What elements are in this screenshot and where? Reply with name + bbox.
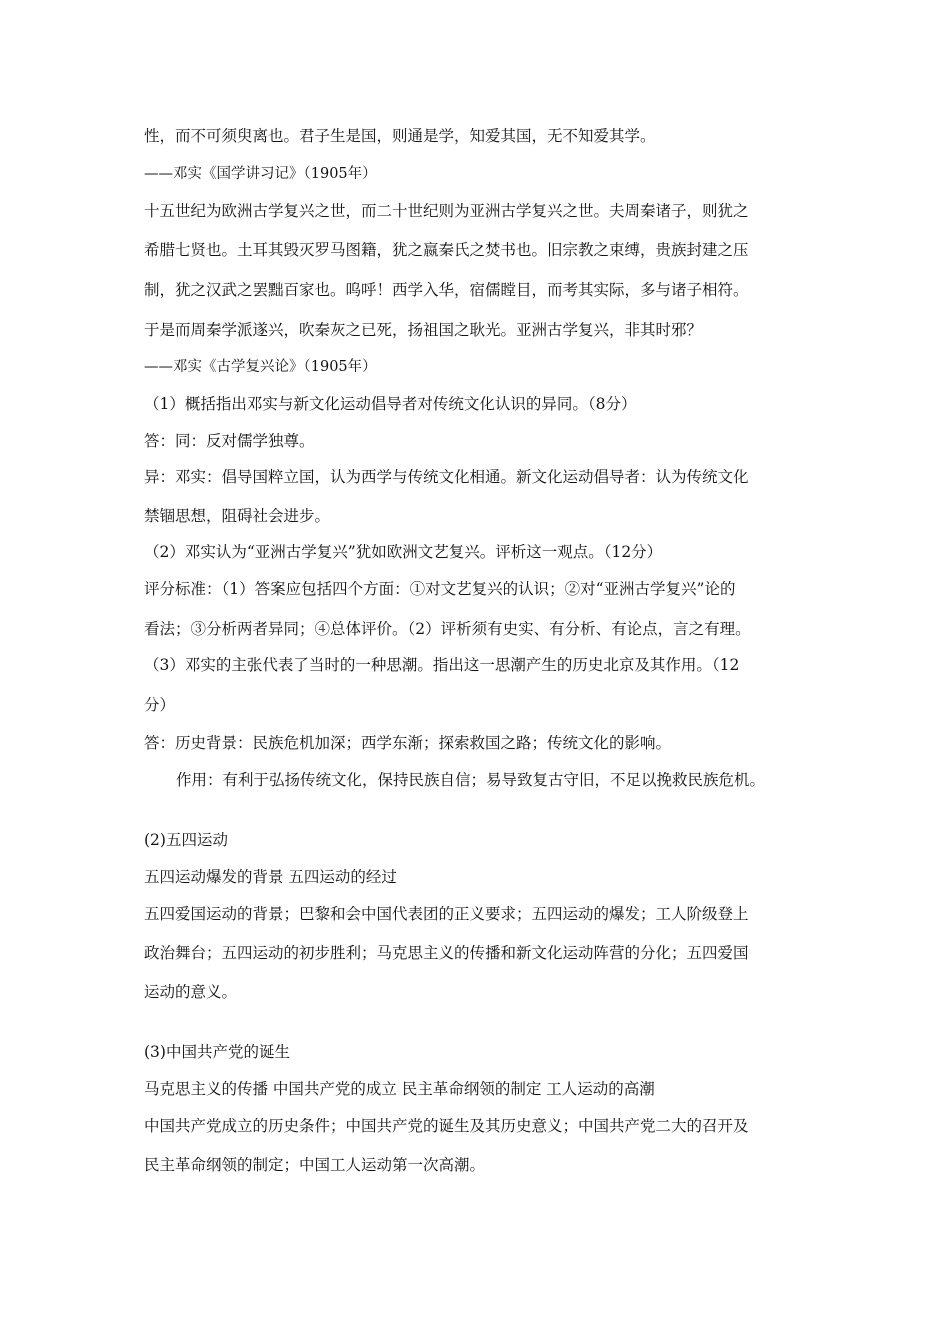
question-3: （3）邓实的主张代表了当时的一种思潮。指出这一思潮产生的历史北京及其作用。（12 xyxy=(144,656,740,674)
text-line: 制，犹之汉武之罢黜百家也。呜呼！西学入华，宿儒瞠目，而考其实际，多与诸子相符。 xyxy=(144,281,749,299)
text-line: 性，而不可须臾离也。君子生是国，则通是学，知爱其国，无不知爱其学。 xyxy=(144,127,656,145)
answer-line: 答：历史背景：民族危机加深；西学东渐；探索救国之路；传统文化的影响。 xyxy=(144,734,672,752)
answer-line: 答：同：反对儒学独尊。 xyxy=(144,432,315,450)
answer-line: 作用：有利于弘扬传统文化，保持民族自信；易导致复古守旧，不足以挽救民族危机。 xyxy=(176,771,766,789)
answer-line: 异：邓实：倡导国粹立国，认为西学与传统文化相通。新文化运动倡导者：认为传统文化 xyxy=(144,468,749,486)
answer-line: 禁锢思想，阻碍社会进步。 xyxy=(144,507,331,525)
text-line: 于是而周秦学派遂兴，吹秦灰之已死，扬祖国之耿光。亚洲古学复兴，非其时邪？ xyxy=(144,321,703,339)
subtopics-line: 五四运动爆发的背景 五四运动的经过 xyxy=(144,868,397,886)
question-2: （2）邓实认为“亚洲古学复兴”犹如欧洲文艺复兴。评析这一观点。（12分） xyxy=(144,543,663,561)
citation-line: ——邓实《国学讲习记》（1905年） xyxy=(144,166,377,182)
text-line: 五四爱国运动的背景；巴黎和会中国代表团的正义要求；五四运动的爆发；工人阶级登上 xyxy=(144,905,749,923)
section-heading: (2)五四运动 xyxy=(144,831,228,849)
section-heading: (3)中国共产党的诞生 xyxy=(144,1043,290,1061)
question-3-cont: 分） xyxy=(144,696,176,714)
text-line: 民主革命纲领的制定；中国工人运动第一次高潮。 xyxy=(144,1156,486,1174)
subtopics-line: 马克思主义的传播 中国共产党的成立 民主革命纲领的制定 工人运动的高潮 xyxy=(144,1080,655,1098)
text-line: 运动的意义。 xyxy=(144,983,238,1001)
question-1: （1）概括指出邓实与新文化运动倡导者对传统文化认识的异同。（8分） xyxy=(144,395,637,413)
text-line: 希腊七贤也。土耳其毁灭罗马图籍，犹之嬴秦氏之焚书也。旧宗教之束缚，贵族封建之压 xyxy=(144,241,749,259)
scoring-line: 评分标准：（1）答案应包括四个方面：①对文艺复兴的认识；②对“亚洲古学复兴”论的 xyxy=(144,580,736,598)
text-line: 十五世纪为欧洲古学复兴之世，而二十世纪则为亚洲古学复兴之世。夫周秦诸子，则犹之 xyxy=(144,202,749,220)
scoring-line: 看法；③分析两者异同；④总体评价。（2）评析须有史实、有分析、有论点，言之有理。 xyxy=(144,620,751,638)
text-line: 中国共产党成立的历史条件；中国共产党的诞生及其历史意义；中国共产党二大的召开及 xyxy=(144,1117,749,1135)
citation-line: ——邓实《古学复兴论》（1905年） xyxy=(144,359,377,375)
text-line: 政治舞台；五四运动的初步胜利；马克思主义的传播和新文化运动阵营的分化；五四爱国 xyxy=(144,944,749,962)
